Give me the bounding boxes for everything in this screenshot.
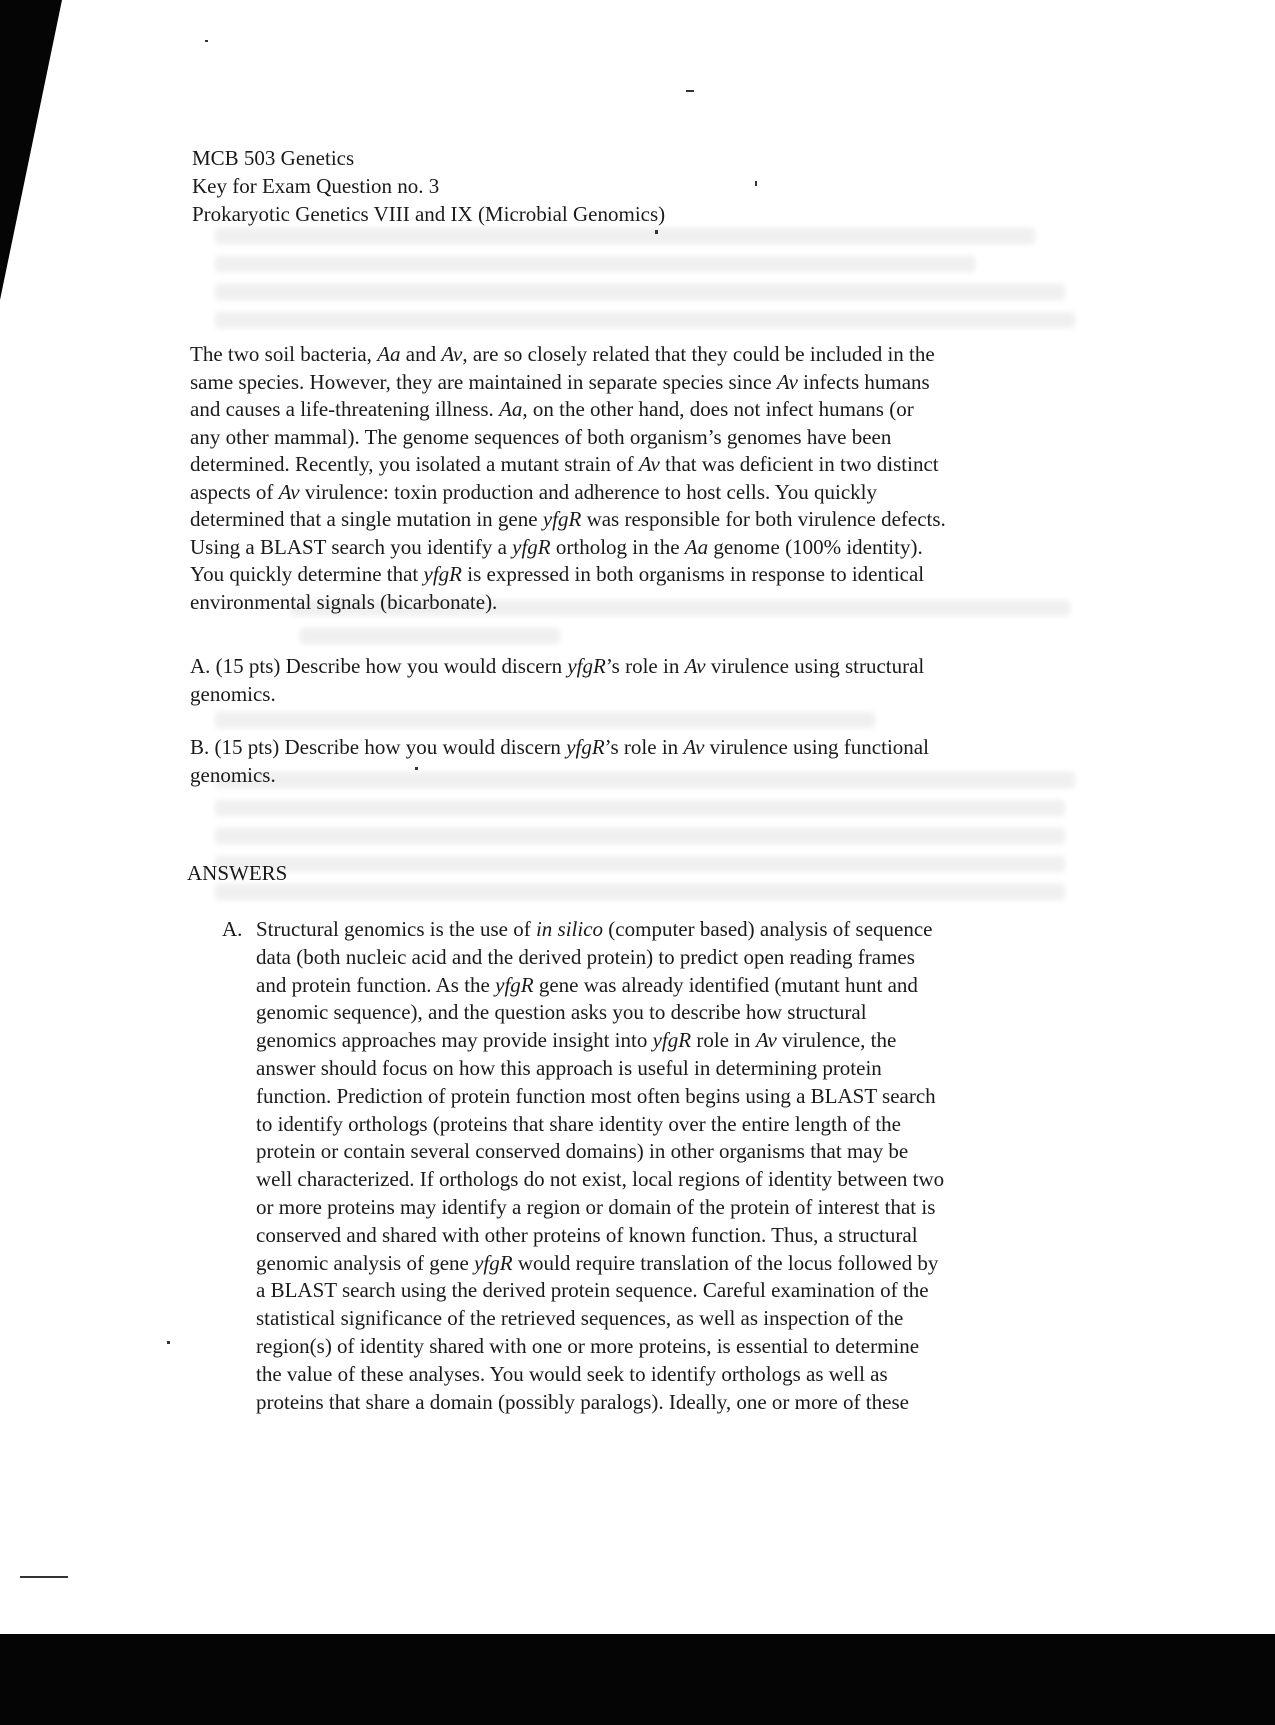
bleed-through xyxy=(215,856,1065,872)
bleed-through xyxy=(215,284,1065,300)
answer-line: proteins that share a domain (possibly paralogs). Ideally, one or more of these xyxy=(256,1389,909,1414)
scan-bottom-border xyxy=(0,1634,1275,1725)
answer-line: statistical significance of the retrieved sequences, as well as inspection of the xyxy=(256,1306,904,1331)
question-b-line: B. (15 pts) Describe how you would discern yfgR’s role in Av virulence using functional xyxy=(190,735,929,759)
speck xyxy=(167,1341,170,1344)
question-a-line: genomics. xyxy=(190,681,276,706)
prompt-line: aspects of Av virulence: toxin production and adherence to host cells. You quickly xyxy=(190,479,878,504)
course-title: MCB 503 Genetics xyxy=(192,146,355,170)
speck xyxy=(686,90,694,92)
answer-line: and protein function. As the yfgR gene was already identified (mutant hunt and xyxy=(256,972,918,997)
answer-line: conserved and shared with other proteins of known function. Thus, a structural xyxy=(256,1222,918,1247)
answer-line: answer should focus on how this approach is useful in determining protein xyxy=(256,1055,882,1080)
answer-line: data (both nucleic acid and the derived protein) to predict open reading frames xyxy=(256,944,915,969)
topic-title: Prokaryotic Genetics VIII and IX (Microbial Genomics) xyxy=(192,202,666,226)
bleed-through xyxy=(215,256,975,272)
question-prompt xyxy=(190,341,1090,616)
bleed-through xyxy=(215,228,1035,244)
answer-line: genomics approaches may provide insight into yfgR role in Av virulence, the xyxy=(256,1028,897,1053)
question-a xyxy=(190,653,1090,708)
answer-line: region(s) of identity shared with one or more proteins, is essential to determine xyxy=(256,1333,920,1358)
question-b xyxy=(190,734,1090,789)
document-header xyxy=(192,144,892,228)
answer-line: to identify orthologs (proteins that share identity over the entire length of the xyxy=(256,1111,902,1136)
speck xyxy=(655,230,658,234)
speck xyxy=(20,1576,68,1578)
bleed-through xyxy=(215,712,875,728)
speck xyxy=(205,40,208,42)
prompt-line: determined that a single mutation in gene yfgR was responsible for both virulence defects. xyxy=(190,507,946,531)
bleed-through xyxy=(215,884,1065,900)
answer-a-label: A. xyxy=(222,917,243,941)
scan-edge-shadow xyxy=(0,0,62,300)
question-a-line: A. (15 pts) Describe how you would discern yfgR’s role in Av virulence using structural xyxy=(190,654,925,678)
bleed-through xyxy=(300,628,560,644)
prompt-line: and causes a life-threatening illness. Aa, on the other hand, does not infect humans (or xyxy=(190,397,914,421)
bleed-through xyxy=(215,828,1065,844)
prompt-line: environmental signals (bicarbonate). xyxy=(190,589,498,614)
prompt-line: same species. However, they are maintained in separate species since Av infects humans xyxy=(190,369,930,394)
answer-a-body xyxy=(256,916,1096,1416)
answer-line: a BLAST search using the derived protein sequence. Careful examination of the xyxy=(256,1278,929,1303)
answer-line: well characterized. If orthologs do not exist, local regions of identity between two xyxy=(256,1167,945,1192)
answer-line: Structural genomics is the use of in silico (computer based) analysis of sequence xyxy=(256,917,933,941)
answer-line: the value of these analyses. You would seek to identify orthologs as well as xyxy=(256,1361,888,1386)
answer-line: protein or contain several conserved domains) in other organisms that may be xyxy=(256,1139,909,1164)
question-b-line: genomics. xyxy=(190,762,276,787)
prompt-line: any other mammal). The genome sequences of both organism’s genomes have been xyxy=(190,424,892,449)
prompt-line: You quickly determine that yfgR is expressed in both organisms in response to identical xyxy=(190,562,925,586)
bleed-through xyxy=(215,312,1075,328)
prompt-line: The two soil bacteria, Aa and Av, are so closely related that they could be included in the xyxy=(190,342,935,366)
prompt-line: Using a BLAST search you identify a yfgR ortholog in the Aa genome (100% identity). xyxy=(190,534,923,559)
bleed-through xyxy=(215,800,1065,816)
answer-line: genomic analysis of gene yfgR would require translation of the locus followed by xyxy=(256,1250,939,1275)
answer-line: genomic sequence), and the question asks you to describe how structural xyxy=(256,1000,867,1025)
exam-key-title: Key for Exam Question no. 3 xyxy=(192,174,440,198)
answers-heading: ANSWERS xyxy=(187,861,288,885)
answer-line: function. Prediction of protein function most often begins using a BLAST search xyxy=(256,1083,936,1108)
answer-line: or more proteins may identify a region or domain of the protein of interest that is xyxy=(256,1194,936,1219)
prompt-line: determined. Recently, you isolated a mutant strain of Av that was deficient in two distinct xyxy=(190,452,939,476)
